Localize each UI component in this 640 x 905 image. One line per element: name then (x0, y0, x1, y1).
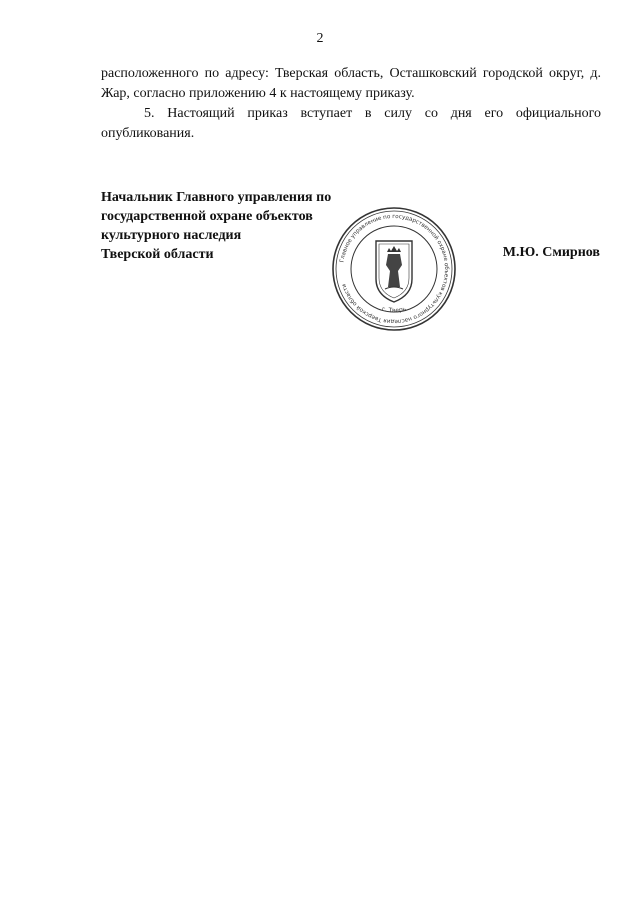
paragraph-continuation-line1: расположенного по адресу: Тверская область, Осташковский городской округ, (101, 66, 585, 81)
page-number: 2 (316, 31, 324, 46)
seal-ring-text: Главное управление по государственной охране объектов культурного наследия Тверской области (339, 213, 450, 325)
seal-stamp-graphic (330, 205, 458, 333)
paragraph-5: 5. Настоящий приказ вступает в силу со дня его официального опубликования. (101, 106, 601, 141)
signatory-title-line: культурного наследия (101, 228, 242, 243)
coat-of-arms-icon (376, 241, 412, 302)
signatory-title-line: государственной охране объектов (101, 209, 313, 224)
paragraph-continuation (101, 64, 601, 104)
paragraph-continuation-line2: д. Жар, согласно приложению 4 к настоящему приказу. (101, 66, 601, 101)
seal-city-text: г. Тверь (381, 305, 407, 315)
signatory-name: М.Ю. Смирнов (502, 245, 600, 260)
signatory-title-line: Тверской области (101, 247, 214, 262)
signatory-title-line: Начальник Главного управления по (101, 190, 332, 205)
official-seal (330, 205, 458, 333)
document-body (101, 64, 601, 144)
